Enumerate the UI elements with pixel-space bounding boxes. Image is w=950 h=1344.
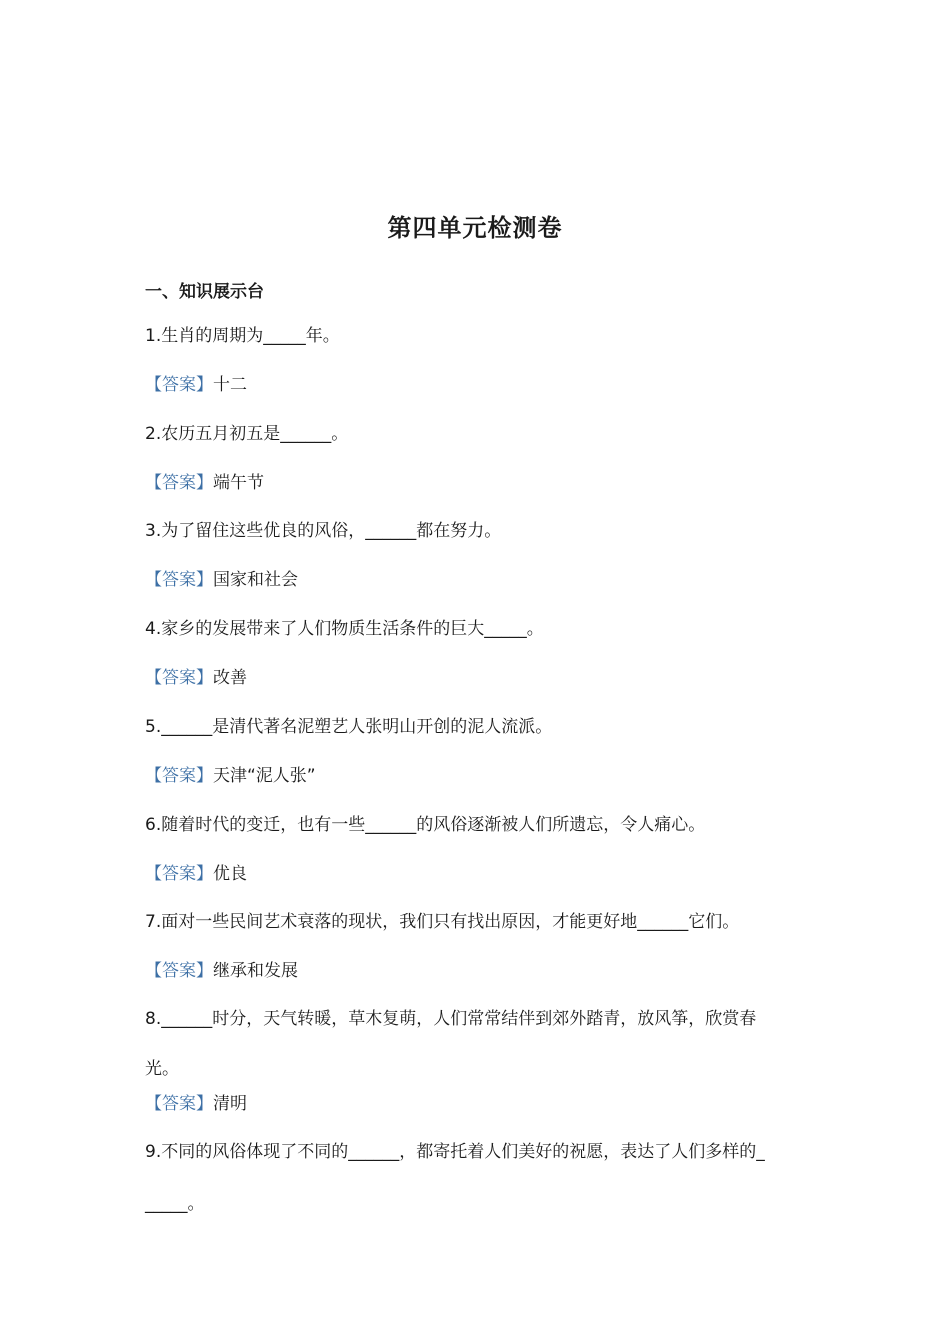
- question-9-line-2: _____。: [145, 1194, 205, 1214]
- answer-1: [145, 373, 810, 397]
- answer-6: [145, 862, 810, 886]
- answer-tag: 【答案】: [145, 668, 213, 688]
- answer-2: [145, 471, 810, 495]
- answer-tag: 【答案】: [145, 375, 213, 395]
- section-heading: 一、知识展示台: [145, 282, 264, 302]
- question-8-line-2: 光。: [145, 1059, 179, 1079]
- question-9-line-1: 9.不同的风俗体现了不同的______，都寄托着人们美好的祝愿，表达了人们多样的_: [145, 1142, 765, 1162]
- question-4: 4.家乡的发展带来了人们物质生活条件的巨大_____。: [145, 619, 544, 639]
- question-6: 6.随着时代的变迁，也有一些______的风俗逐渐被人们所遗忘，令人痛心。: [145, 815, 706, 835]
- answer-tag: 【答案】: [145, 1094, 213, 1114]
- question-2: 2.农历五月初五是______。: [145, 424, 349, 444]
- answer-text: 清明: [213, 1094, 247, 1114]
- answer-3: [145, 568, 810, 592]
- question-3: 3.为了留住这些优良的风俗，______都在努力。: [145, 521, 502, 541]
- page-title: 第四单元检测卷: [387, 214, 563, 242]
- answer-tag: 【答案】: [145, 570, 213, 590]
- answer-text: 改善: [213, 668, 247, 688]
- answer-tag: 【答案】: [145, 473, 213, 493]
- answer-8: [145, 1092, 810, 1116]
- answer-tag: 【答案】: [145, 766, 213, 786]
- answer-text: 十二: [213, 375, 247, 395]
- answer-tag: 【答案】: [145, 864, 213, 884]
- answer-5: [145, 764, 810, 788]
- question-8-line-1: 8.______时分，天气转暖，草木复萌，人们常常结伴到郊外踏青，放风筝，欣赏春: [145, 1009, 757, 1029]
- question-7: 7.面对一些民间艺术衰落的现状，我们只有找出原因，才能更好地______它们。: [145, 912, 740, 932]
- answer-text: 继承和发展: [213, 961, 298, 981]
- answer-text: 国家和社会: [213, 570, 298, 590]
- answer-text: 天津“泥人张”: [213, 766, 316, 786]
- answer-4: [145, 666, 810, 690]
- answer-text: 端午节: [213, 473, 264, 493]
- question-5: 5.______是清代著名泥塑艺人张明山开创的泥人流派。: [145, 717, 553, 737]
- answer-tag: 【答案】: [145, 961, 213, 981]
- question-1: 1.生肖的周期为_____年。: [145, 326, 340, 346]
- answer-7: [145, 959, 810, 983]
- answer-text: 优良: [213, 864, 247, 884]
